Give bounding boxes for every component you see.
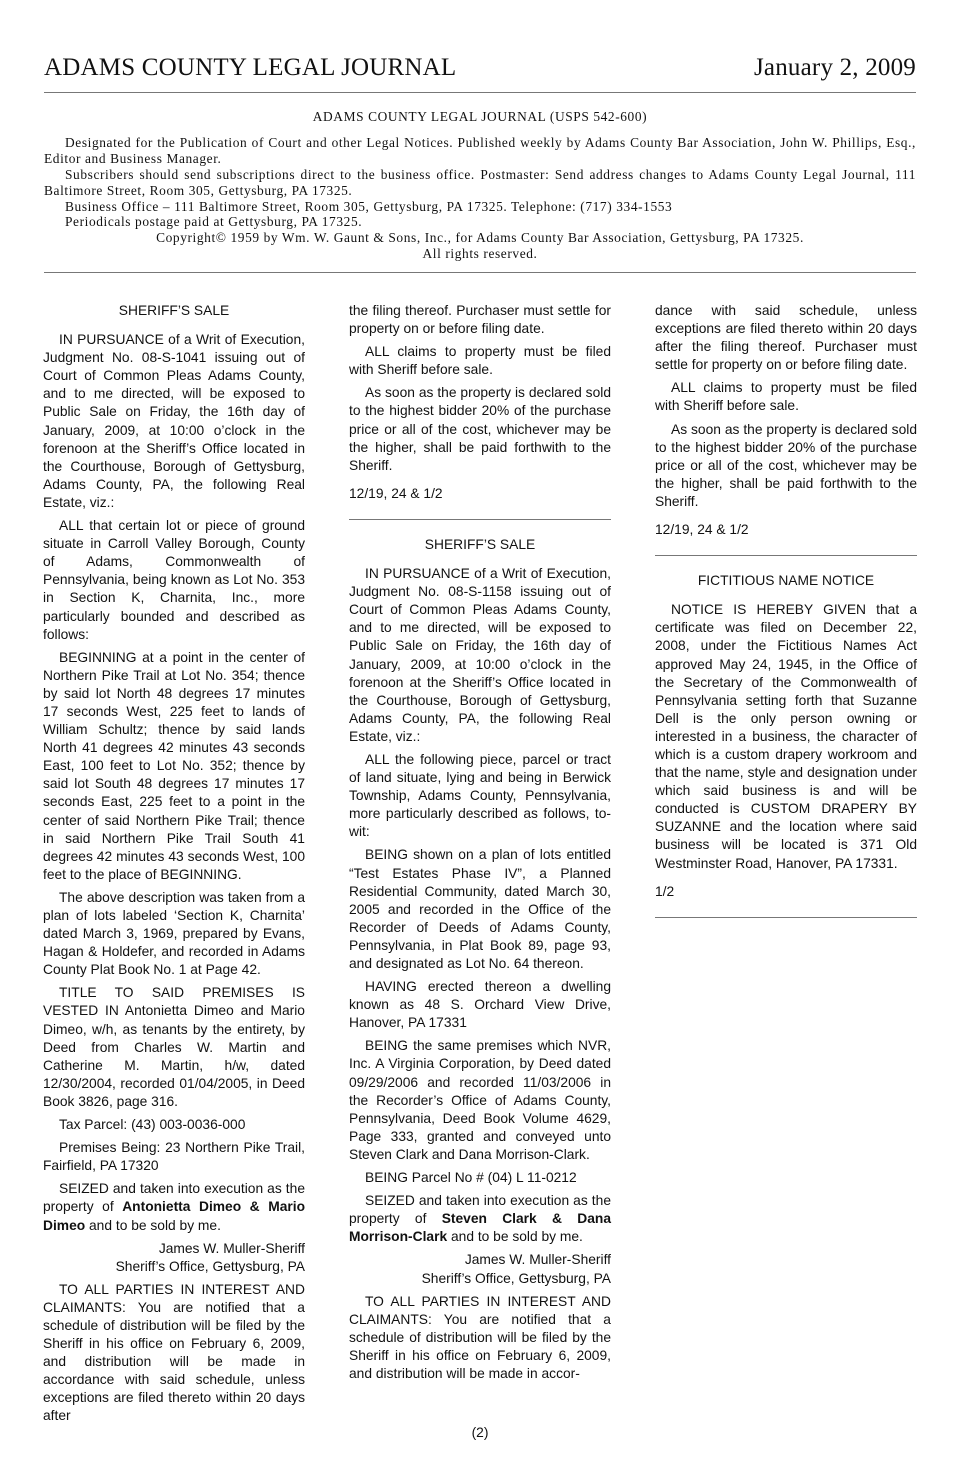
notice1-declared: As soon as the property is declared sold to the highest bidder 20% of the purchase price or all of the cost, whichever may be the higher, shall be paid forthwith to the Sheriff. — [349, 385, 611, 473]
notice1-title: TITLE TO SAID PREMISES IS VESTED IN Antonietta Dimeo and Mario Dimeo, w/h, as tenants by the entirety, by Deed from Charles W. Martin and Catherine M. Martin, h/w, dated 12/30/2004, recorded 01/04/2005, in Deed Book 3826, page 316. — [43, 985, 305, 1109]
notice2-tract: ALL the following piece, parcel or tract of land situate, lying and being in Berwick Township, Adams County, Pennsylvania, more particularly described as follows, to-wit: — [349, 751, 611, 840]
pubinfo-copyright: Copyright© 1959 by Wm. W. Gaunt & Sons, Inc., for Adams County Bar Association, Gettysburg, PA 17325. — [156, 230, 804, 246]
notice3-dates: 1/2 — [655, 883, 675, 899]
issue-date: January 2, 2009 — [754, 54, 916, 81]
masthead — [44, 54, 916, 84]
notice2-premises: BEING the same premises which NVR, Inc. A Virginia Corporation, by Deed dated 09/29/2006 and recorded 11/03/2006 in the Recorder’s Office of Adams County, Pennsylvania, Deed Book Volume 4629, Page 333, granted and conveyed unto Steven Clark and Dana Morrison-Clark. — [349, 1038, 611, 1162]
notice2-plan: BEING shown on a plan of lots entitled “Test Estates Phase IV”, a Planned Residential Community, dated March 30, 2005 and recorded in the Office of the Recorder of Deeds of Adams County, Pennsylvania, in Plat Book 89, page 93, and designated as Lot No. 64 thereon. — [349, 847, 611, 971]
publication-info — [44, 109, 916, 262]
notice-divider — [655, 555, 917, 556]
pubinfo-subscribers: Subscribers should send subscriptions direct to the business office. Postmaster: Send address changes to Adams County Legal Journal, 111 Baltimore Street, Room 305, Gettysburg, PA 17325. — [44, 166, 916, 198]
notice2-dates: 12/19, 24 & 1/2 — [655, 522, 749, 538]
notice1-premises: Premises Being: 23 Northern Pike Trail, Fairfield, PA 17320 — [43, 1140, 305, 1174]
notice-divider — [349, 519, 611, 520]
notice2-to-all-parties: TO ALL PARTIES IN INTEREST AND CLAIMANTS: You are notified that a schedule of distribution will be filed by the Sheriff in his office on February 6, 2009, and distribution will be made in accor- — [349, 1293, 611, 1381]
notice2-seized-post: and to be sold by me. — [447, 1229, 583, 1245]
notice1-seized-pre: SEIZED and taken into execution as the property of — [43, 1181, 305, 1215]
notice1-seized — [43, 1180, 305, 1234]
notice1-seized-post: and to be sold by me. — [85, 1217, 221, 1233]
notice1-lot: ALL that certain lot or piece of ground situate in Carroll Valley Borough, County of Adams, Commonwealth of Pennsylvania, being known as Lot No. 353 in Section K, Charnita, Inc., more particularly bounded and described as follows: — [43, 518, 305, 642]
notice2-to-all-parties-cont: dance with said schedule, unless exceptions are filed thereto within 20 days after the filing thereof. Purchaser must settle for property on or before filing date. — [655, 303, 917, 373]
notice3-body: NOTICE IS HEREBY GIVEN that a certificate was filed on December 22, 2008, under the Fictitious Names Act approved May 24, 1945, in the Office of the Secretary of the Commonwealth of Pennsylvania setting forth that Suzanne Dell is the only person owning or interested in a business, the character of which is a custom drapery workroom and that the name, style and designation under which said business is and will be conducted is CUSTOM DRAPERY BY SUZANNE and the location where said business will be located is 371 Old Westminster Road, Hanover, PA 17331. — [655, 602, 917, 871]
notice2-seized-name: Steven Clark & Dana Morrison-Clark — [349, 1211, 611, 1245]
notice1-dates: 12/19, 24 & 1/2 — [349, 485, 443, 501]
notice2-parcel: BEING Parcel No # (04) L 11-0212 — [365, 1170, 577, 1186]
notice1-writ: IN PURSUANCE of a Writ of Execution, Judgment No. 08-S-1041 issuing out of Court of Common Pleas Adams County, and to me directed, will be exposed to Public Sale on Friday, the 16th day of January, 2009, at 10:00 o’clock in the forenoon at the Sheriff’s Office located in the Courthouse, Borough of Gettysburg, Adams County, PA, the following Real Estate, viz.: — [43, 332, 305, 510]
notice1-to-all-parties: TO ALL PARTIES IN INTEREST AND CLAIMANTS: You are notified that a schedule of distribution will be filed by the Sheriff in his office on February 6, 2009, and distribution will be made in accordance with said schedule, unless exceptions are filed thereto within 20 days after — [43, 1281, 305, 1424]
pubinfo-business-office: Business Office – 111 Baltimore Street, Room 305, Gettysburg, PA 17325. Telephone: (717) 334-1553 — [65, 198, 673, 214]
pubinfo-periodicals: Periodicals postage paid at Gettysburg, PA 17325. — [65, 214, 363, 230]
notice-divider-end — [655, 917, 917, 918]
column-left — [43, 302, 305, 1431]
notice1-sig-name: James W. Muller-Sheriff — [158, 1240, 305, 1256]
masthead-rule — [44, 92, 916, 93]
notice1-seized-name: Antonietta Dimeo & Mario Dimeo — [43, 1199, 305, 1233]
notice3-heading: FICTITIOUS NAME NOTICE — [697, 573, 875, 589]
pubinfo-rule — [44, 272, 916, 273]
notice2-writ: IN PURSUANCE of a Writ of Execution, Judgment No. 08-S-1158 issuing out of Court of Common Pleas Adams County, and to me directed, will be exposed to Public Sale on Friday, the 16th day of January, 2009, at 10:00 o’clock in the forenoon at the Sheriff’s Office located in the Courthouse, Borough of Gettysburg, Adams County, PA, the following Real Estate, viz.: — [349, 566, 611, 744]
column-middle — [349, 302, 611, 1388]
pubinfo-designated: Designated for the Publication of Court and other Legal Notices. Published weekly by Adams County Bar Association, John W. Phillips, Esq., Editor and Business Manager. — [44, 134, 916, 166]
notice1-sig-office: Sheriff’s Office, Gettysburg, PA — [115, 1258, 305, 1274]
page-number: (2) — [471, 1425, 489, 1440]
pubinfo-title: ADAMS COUNTY LEGAL JOURNAL (USPS 542-600) — [312, 109, 648, 124]
notice2-declared: As soon as the property is declared sold to the highest bidder 20% of the purchase price or all of the cost, whichever may be the higher, shall be paid forthwith to the Sheriff. — [655, 421, 917, 509]
notice1-beginning: BEGINNING at a point in the center of Northern Pike Trail at Lot No. 354; thence by said lot North 48 degrees 17 minutes 17 seconds West, 225 feet to lands of William Schultz; thence by said lands North 41 degrees 42 minutes 43 seconds East, 100 feet to Lot No. 352; thence by said lot South 48 degrees 17 minutes 17 seconds East, 225 feet to a point in the center of said Northern Pike Trail; thence in said Northern Pike Trail South 41 degrees 42 minutes 43 seconds West, 100 feet to the place of BEGINNING. — [43, 649, 305, 882]
notice1-claims: ALL claims to property must be filed with Sheriff before sale. — [349, 344, 611, 378]
notice2-sig-office: Sheriff’s Office, Gettysburg, PA — [421, 1270, 611, 1286]
notice2-dwelling: HAVING erected thereon a dwelling known as 48 S. Orchard View Drive, Hanover, PA 17331 — [349, 979, 611, 1031]
notice1-heading: SHERIFF’S SALE — [118, 303, 230, 318]
notice2-sig-name: James W. Muller-Sheriff — [464, 1252, 611, 1268]
notice2-seized — [349, 1192, 611, 1246]
notice1-description-source: The above description was taken from a plan of lots labeled ‘Section K, Charnita’ dated March 3, 1969, prepared by Evans, Hagan & Holdefer, and recorded in Adams County Plat Book No. 1 at Page 42. — [43, 889, 305, 978]
notice1-tax-parcel: Tax Parcel: (43) 003-0036-000 — [59, 1117, 246, 1133]
pubinfo-rights: All rights reserved. — [422, 246, 538, 262]
notice2-seized-pre: SEIZED and taken into execution as the property of — [349, 1193, 611, 1227]
notice2-claims: ALL claims to property must be filed with Sheriff before sale. — [655, 380, 917, 414]
column-right — [655, 302, 917, 934]
notice1-to-all-parties-cont: the filing thereof. Purchaser must settle for property on or before filing date. — [349, 303, 611, 337]
journal-title: ADAMS COUNTY LEGAL JOURNAL — [44, 54, 457, 81]
notice2-heading: SHERIFF’S SALE — [424, 536, 536, 552]
